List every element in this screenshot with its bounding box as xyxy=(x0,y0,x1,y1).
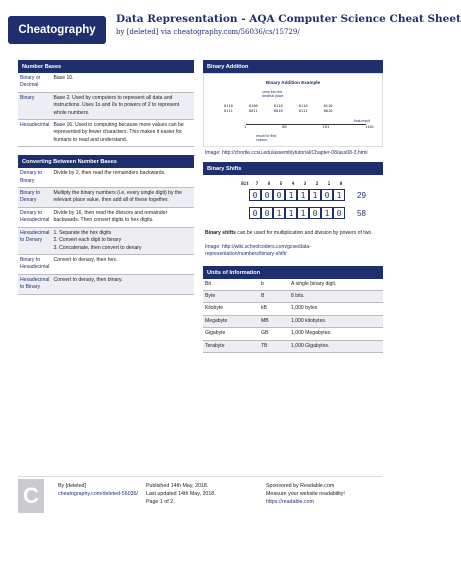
bit-cell: 1 xyxy=(297,207,309,219)
section-heading-number-bases: Number Bases xyxy=(18,60,194,73)
bit-row-1-value: 29 xyxy=(357,191,366,201)
footer-sponsor xyxy=(266,483,382,506)
final-note: final result xyxy=(354,119,370,123)
table-cell: Denary to Binary xyxy=(18,168,51,187)
addition-value: 0110 xyxy=(323,104,333,108)
table-cell: TB xyxy=(259,340,289,352)
table-row xyxy=(203,315,383,327)
binary-shifts-term: Binary shifts xyxy=(205,230,236,237)
table-cell: Kilobyte xyxy=(203,303,259,315)
footer-author xyxy=(58,483,138,499)
right-column xyxy=(203,60,383,353)
bit-index: 2 xyxy=(315,181,319,187)
bit-row-2 xyxy=(249,207,345,219)
bit-row-2-value: 58 xyxy=(357,209,366,219)
addition-value: 0010 xyxy=(273,109,283,113)
table-cell: Base 10. xyxy=(51,73,194,92)
bit-index: 5 xyxy=(279,181,283,187)
table-cell: b xyxy=(259,279,289,291)
table-row xyxy=(18,188,194,208)
result-note: result for first column xyxy=(256,134,277,143)
table-cell: Binary or Decimal xyxy=(18,73,51,92)
addition-row xyxy=(224,109,332,114)
binary-shifts-text: can be used for multiplication and division by powers of two. xyxy=(235,230,373,237)
table-row xyxy=(203,303,383,315)
footer-dates xyxy=(146,483,246,506)
binary-shifts-caption[interactable]: Image: http://wiki.schoolcoders.com/gcse/data-representation/numbers/binary-shift/ xyxy=(205,243,311,258)
table-cell: 8 bits. xyxy=(289,291,383,303)
table-cell: A single binary digit. xyxy=(289,279,383,291)
bit-index: Bit xyxy=(241,181,249,187)
footer-page: Page 1 of 2. xyxy=(146,498,175,505)
section-heading-converting: Converting Between Number Bases xyxy=(18,155,194,168)
table-cell: 1,000 Megabytes. xyxy=(289,328,383,340)
table-cell: Gigabyte xyxy=(203,328,259,340)
bit-cell: 0 xyxy=(321,189,333,201)
table-cell: Base 2. Used by computers to represent all data and instructions. Uses 1s and 0s to powers of 2 to represent whole numbers. xyxy=(51,92,194,119)
table-cell: Byte xyxy=(203,291,259,303)
addition-result: 1 xyxy=(244,125,247,129)
footer-by: By [deleted] xyxy=(58,483,86,489)
table-cell: Terabyte xyxy=(203,340,259,352)
footer-sponsor-title: Sponsored by Readable.com xyxy=(266,483,335,489)
table-row xyxy=(18,73,194,92)
bit-cell: 1 xyxy=(321,207,333,219)
table-cell: 1,000 Gigabytes. xyxy=(289,340,383,352)
bit-header-row xyxy=(239,181,347,186)
table-cell: MB xyxy=(259,315,289,327)
table-row xyxy=(18,168,194,187)
page-header xyxy=(0,0,461,52)
bit-cell: 0 xyxy=(261,207,273,219)
addition-result: 00 xyxy=(282,125,287,129)
left-column xyxy=(18,60,194,295)
section-heading-binary-addition: Binary Addition xyxy=(203,60,383,73)
bit-cell: 1 xyxy=(285,189,297,201)
addition-value: 0010 xyxy=(323,109,333,113)
bit-cell: 0 xyxy=(261,189,273,201)
bit-cell: 1 xyxy=(333,189,345,201)
via-link[interactable]: via cheatography.com/56036/cs/15729/ xyxy=(160,28,300,36)
table-row xyxy=(203,279,383,291)
table-row xyxy=(203,328,383,340)
table-cell: Convert to denary, then binary. xyxy=(51,274,194,294)
cheatography-c-logo: C xyxy=(18,479,44,513)
table-cell: kB xyxy=(259,303,289,315)
binary-addition-caption[interactable]: Image: http://chortle.ccsu.edu/assemblytutorial/Chapter-08/ass08-3.html xyxy=(205,150,368,156)
number-bases-table xyxy=(18,73,194,147)
table-cell: Bit xyxy=(203,279,259,291)
bit-index: 7 xyxy=(255,181,259,187)
table-row xyxy=(18,227,194,254)
addition-value: 0110 xyxy=(224,104,233,108)
table-row xyxy=(18,254,194,274)
table-cell: Divide by 16, then read the divisors and remainder backwards. Then convert digits to hex digits. xyxy=(51,207,194,227)
byline xyxy=(116,28,300,36)
addition-value: 0110 xyxy=(298,104,308,108)
addition-value: 0111 xyxy=(298,109,308,113)
bit-cell: 0 xyxy=(249,189,261,201)
addition-results xyxy=(244,125,374,129)
binary-addition-image xyxy=(203,73,383,147)
table-cell: Binary to Hexadecimal xyxy=(18,254,51,274)
table-row xyxy=(18,207,194,227)
addition-value: 0110 xyxy=(273,104,283,108)
section-heading-units: Units of Information xyxy=(203,266,383,279)
table-cell: Hexadecimal to Binary xyxy=(18,274,51,294)
binary-shifts-description xyxy=(203,227,383,240)
author-link[interactable]: [deleted] xyxy=(126,28,159,36)
bit-index: 1 xyxy=(327,181,331,187)
table-cell: Megabyte xyxy=(203,315,259,327)
table-cell: Denary to Hexadecimal xyxy=(18,207,51,227)
footer-updated: Last updated 14th May, 2018. xyxy=(146,490,216,497)
bit-index: 0 xyxy=(339,181,343,187)
bit-cell: 0 xyxy=(249,207,261,219)
bit-row-1 xyxy=(249,189,345,201)
table-cell: Multiply the binary numbers (i.e. every single digit) by the relevant place value, then add all of these together. xyxy=(51,188,194,208)
addition-result: 101 xyxy=(322,125,330,129)
addition-result: 1101 xyxy=(365,125,374,129)
section-heading-binary-shifts: Binary Shifts xyxy=(203,162,383,175)
addition-rows xyxy=(224,104,332,114)
table-cell: Binary xyxy=(18,92,51,119)
bit-cell: 0 xyxy=(273,189,285,201)
bit-cell: 1 xyxy=(273,207,285,219)
table-row xyxy=(18,274,194,294)
footer-author-link[interactable]: cheatography.com/deleted-56036/ xyxy=(58,490,138,497)
table-cell: B xyxy=(259,291,289,303)
addition-value: 0100 xyxy=(248,104,258,108)
table-cell: 1,000 bytes xyxy=(289,303,383,315)
page-title: Data Representation - AQA Computer Science Cheat Sheet xyxy=(116,13,461,25)
table-cell: Hexadecimal xyxy=(18,120,51,147)
cheatography-logo[interactable]: Cheatography xyxy=(8,16,106,44)
table-cell: GB xyxy=(259,328,289,340)
addition-value: 0111 xyxy=(224,109,233,113)
table-cell: Convert to denary, then hex. xyxy=(51,254,194,274)
table-row xyxy=(18,92,194,119)
table-cell: 1. Separate the hex digits 2. Convert each digit to binary 3. Concatenate, then convert to denary xyxy=(51,227,194,254)
footer-sponsor-text: Measure your website readability! xyxy=(266,490,345,497)
binary-shifts-image xyxy=(203,175,383,227)
bit-cell: 0 xyxy=(309,207,321,219)
carry-note: carry into the decimal place xyxy=(262,90,284,99)
bit-index: 4 xyxy=(291,181,295,187)
bit-index: 6 xyxy=(267,181,271,187)
bit-cell: 0 xyxy=(333,207,345,219)
footer-published: Published 14th May, 2018. xyxy=(146,483,209,489)
bit-cell: 1 xyxy=(285,207,297,219)
footer-sponsor-link[interactable]: https://readable.com xyxy=(266,498,314,505)
table-row xyxy=(203,340,383,352)
bit-index: 3 xyxy=(303,181,307,187)
converting-table xyxy=(18,168,194,294)
page-footer xyxy=(18,476,382,536)
image-title: Binary Addition Example xyxy=(265,80,321,85)
bit-cell: 1 xyxy=(309,189,321,201)
addition-value: 0011 xyxy=(248,109,258,113)
table-cell: 1,000 kilobytes. xyxy=(289,315,383,327)
table-cell: Divide by 2, then read the remainders backwards. xyxy=(51,168,194,187)
table-row xyxy=(18,120,194,147)
bit-cell: 1 xyxy=(297,189,309,201)
table-row xyxy=(203,291,383,303)
byline-prefix: by xyxy=(116,28,125,36)
table-cell: Hexadecimal to Denary xyxy=(18,227,51,254)
units-table xyxy=(203,279,383,353)
table-cell: Base 16. Used in computing because more values can be represented by fewer characters. This makes it easier for humans to read and understand. xyxy=(51,120,194,147)
table-cell: Binary to Denary xyxy=(18,188,51,208)
